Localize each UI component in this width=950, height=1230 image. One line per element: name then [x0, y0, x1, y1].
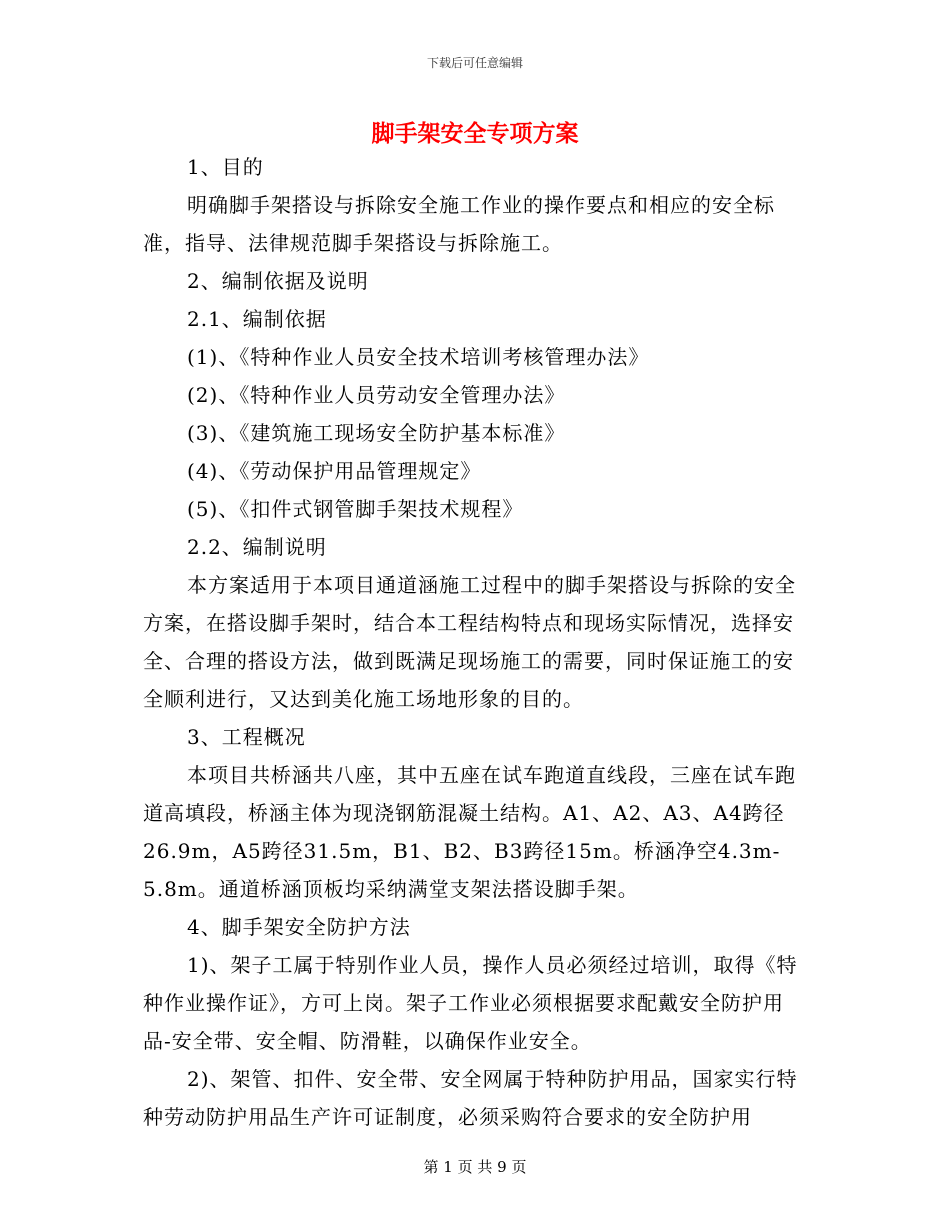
page-header-note: 下载后可任意编辑	[426, 56, 523, 70]
subheading-notes: 2.2、编制说明	[187, 535, 327, 559]
document-body	[143, 148, 807, 1136]
document-title: 脚手架安全专项方案	[371, 121, 579, 147]
page-number: 第 1 页 共 9 页	[423, 1158, 527, 1176]
reference-item-1: (1)、《特种作业人员安全技术培训考核管理办法》	[187, 345, 650, 369]
paragraph-overview: 本项目共桥涵共八座，其中五座在试车跑道直线段，三座在试车跑道高填段，桥涵主体为现浇钢筋混凝土结构。A1、A2、A3、A4跨径26.9m，A5跨径31.5m，B1、B2、B3跨径15m。桥涵净空4.3m-5.8m。通道桥涵顶板均采纳满堂支架法搭设脚手架。	[143, 763, 796, 901]
reference-item-3: (3)、《建筑施工现场安全防护基本标准》	[187, 421, 566, 445]
paragraph-notes: 本方案适用于本项目通道涵施工过程中的脚手架搭设与拆除的安全方案，在搭设脚手架时，结合本工程结构特点和现场实际情况，选择安全、合理的搭设方法，做到既满足现场施工的需要，同时保证施工的安全顺利进行，又达到美化施工场地形象的目的。	[143, 573, 796, 711]
section-heading-basis: 2、编制依据及说明	[187, 269, 369, 293]
section-heading-overview: 3、工程概况	[187, 725, 306, 749]
subheading-basis: 2.1、编制依据	[187, 307, 327, 331]
reference-item-4: (4)、《劳动保护用品管理规定》	[187, 459, 482, 483]
section-heading-safety: 4、脚手架安全防护方法	[187, 915, 411, 939]
paragraph-safety-2: 2)、架管、扣件、安全带、安全网属于特种防护用品，国家实行特种劳动防护用品生产许可证制度，必须采购符合要求的安全防护用	[143, 1067, 798, 1129]
section-heading-purpose: 1、目的	[187, 155, 264, 179]
paragraph-purpose: 明确脚手架搭设与拆除安全施工作业的操作要点和相应的安全标准，指导、法律规范脚手架搭设与拆除施工。	[143, 193, 775, 255]
reference-item-2: (2)、《特种作业人员劳动安全管理办法》	[187, 383, 566, 407]
reference-item-5: (5)、《扣件式钢管脚手架技术规程》	[187, 497, 524, 521]
paragraph-safety-1: 1)、架子工属于特别作业人员，操作人员必须经过培训，取得《特种作业操作证》，方可上岗。架子工作业必须根据要求配戴安全防护用品-安全带、安全帽、防滑鞋，以确保作业安全。	[143, 953, 798, 1053]
